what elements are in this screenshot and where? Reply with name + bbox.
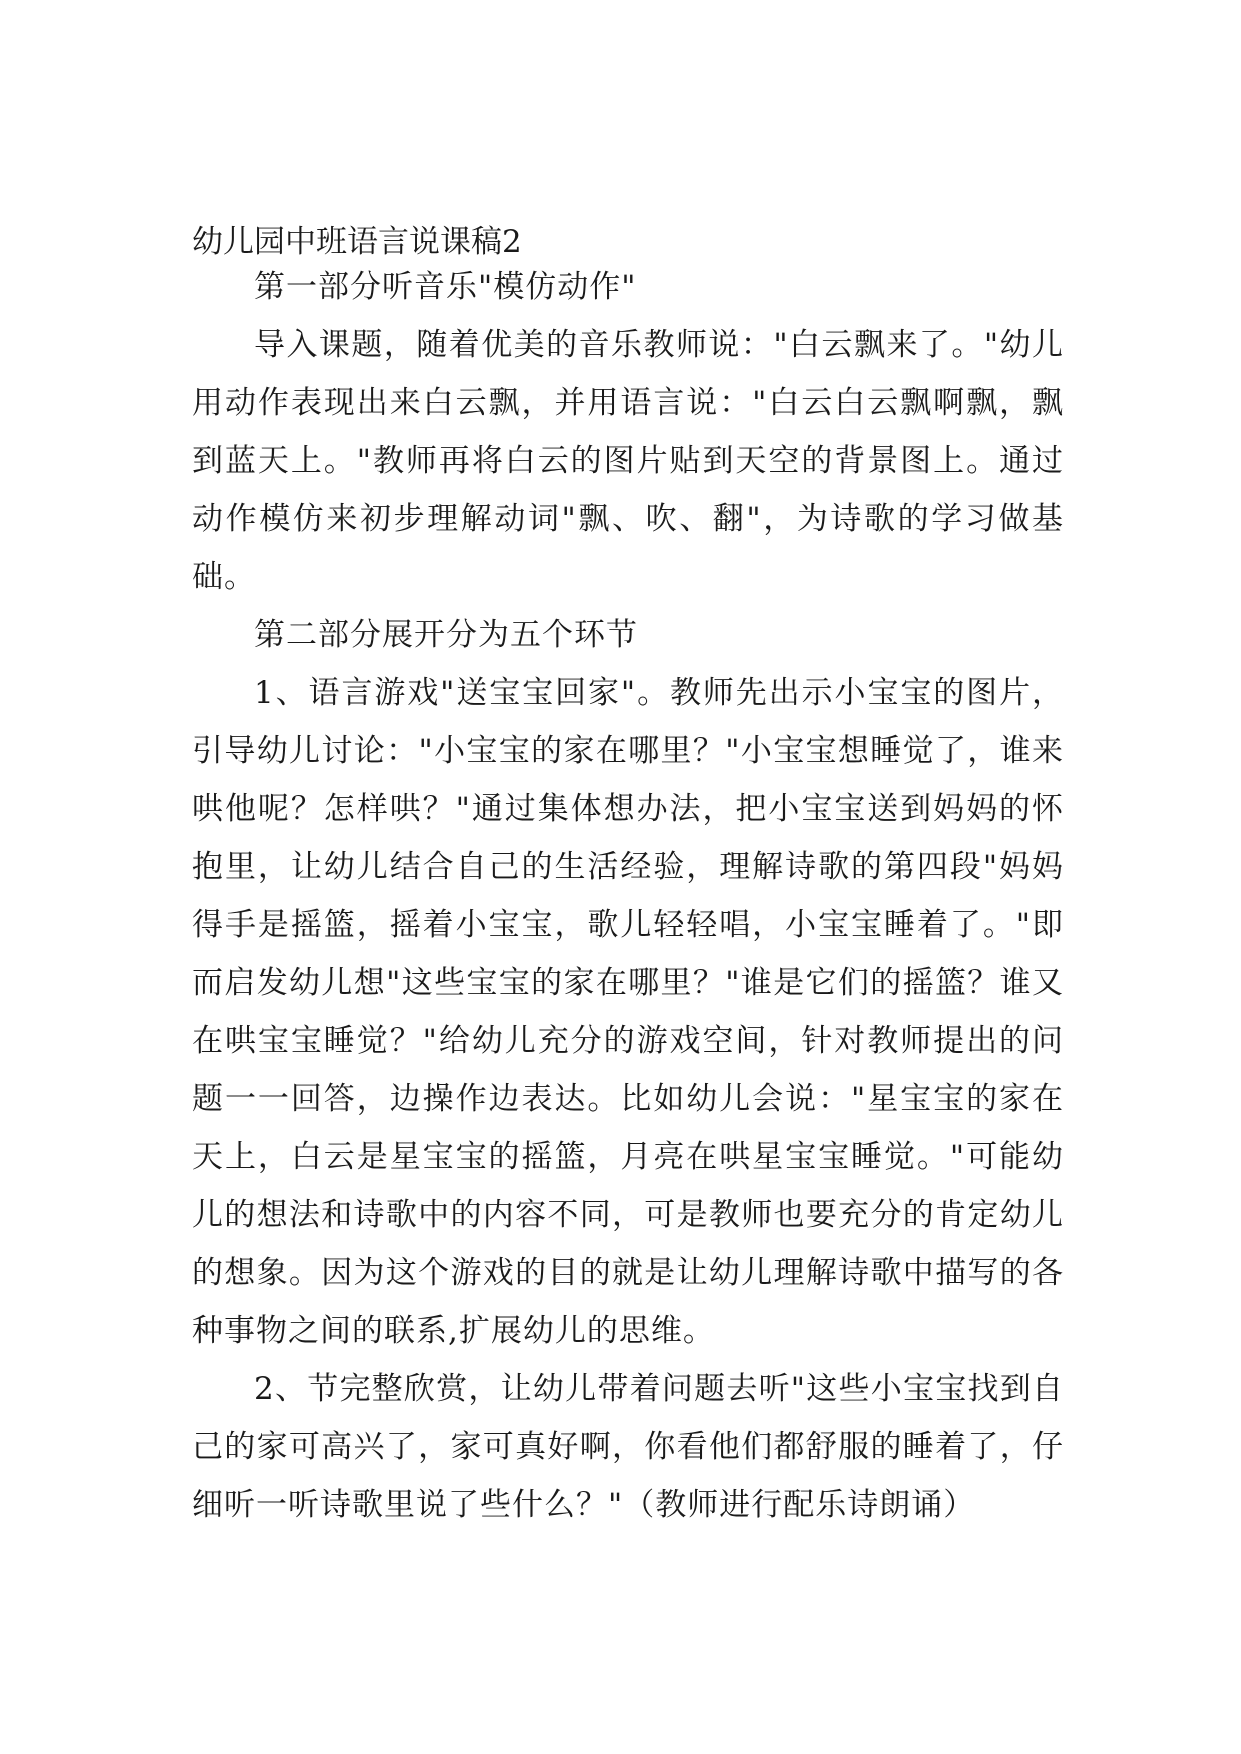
paragraph-step-one: 1、语言游戏"送宝宝回家"。教师先出示小宝宝的图片，引导幼儿讨论："小宝宝的家在哪里？"小宝宝想睡觉了，谁来哄他呢？怎样哄？"通过集体想办法，把小宝宝送到妈妈的怀抱里，让幼儿结合自己的生活经验，理解诗歌的第四段"妈妈得手是摇篮，摇着小宝宝，歌儿轻轻唱，小宝宝睡着了。"即而启发幼儿想"这些宝宝的家在哪里？"谁是它们的摇篮？谁又在哄宝宝睡觉？"给幼儿充分的游戏空间，针对教师提出的问题一一回答，边操作边表达。比如幼儿会说："星宝宝的家在天上，白云是星宝宝的摇篮，月亮在哄星宝宝睡觉。"可能幼儿的想法和诗歌中的内容不同，可是教师也要充分的肯定幼儿的想象。因为这个游戏的目的就是让幼儿理解诗歌中描写的各种事物之间的联系,扩展幼儿的思维。 — [192, 675, 1064, 1349]
paragraph-part-two-heading: 第二部分展开分为五个环节 — [254, 617, 638, 653]
paragraph-step-two: 2、节完整欣赏，让幼儿带着问题去听"这些小宝宝找到自己的家可高兴了，家可真好啊，你看他们都舒服的睡着了，仔细听一听诗歌里说了些什么？"（教师进行配乐诗朗诵） — [192, 1371, 1064, 1523]
paragraph-part-one-heading: 第一部分听音乐"模仿动作" — [254, 269, 637, 305]
paragraph-intro: 导入课题，随着优美的音乐教师说："白云飘来了。"幼儿用动作表现出来白云飘，并用语言说："白云白云飘啊飘，飘到蓝天上。"教师再将白云的图片贴到天空的背景图上。通过动作模仿来初步理解动词"飘、吹、翻"，为诗歌的学习做基础。 — [192, 327, 1064, 595]
document-title: 幼儿园中班语言说课稿2 — [192, 224, 522, 260]
document-body — [192, 258, 1064, 1534]
